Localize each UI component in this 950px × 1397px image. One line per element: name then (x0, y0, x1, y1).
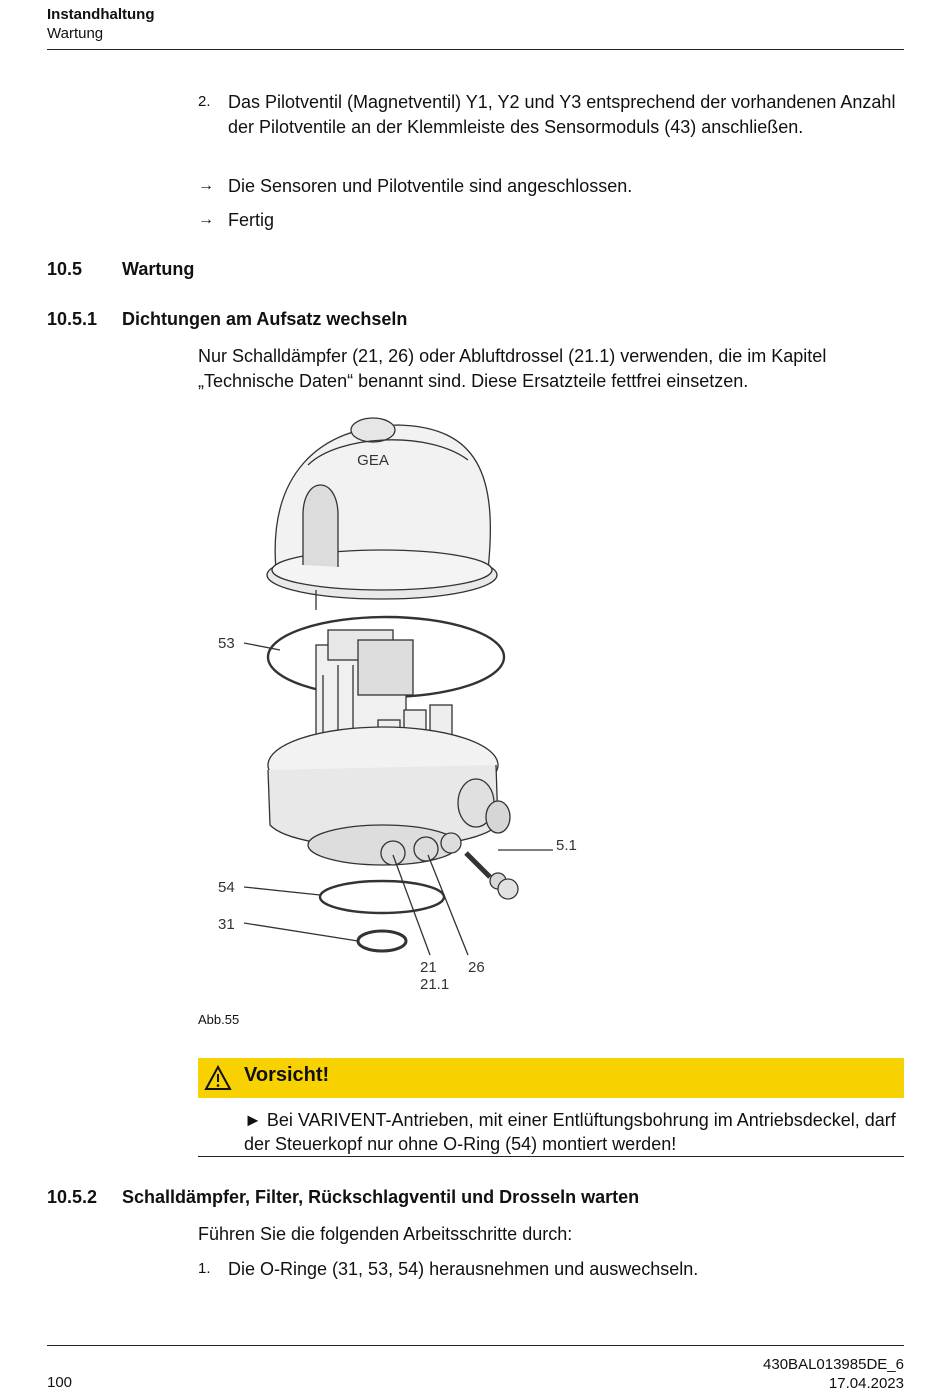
section-intro: Führen Sie die folgenden Arbeitsschritte durch: (198, 1224, 573, 1244)
exploded-view-figure (198, 405, 598, 1010)
section-title: Dichtungen am Aufsatz wechseln (122, 309, 408, 329)
result-text: Fertig (228, 210, 275, 230)
step-text: Das Pilotventil (Magnetventil) Y1, Y2 und Y3 entsprechend der vorhandenen Anzahl der Pilotventile an der Klemmleiste des Sensormoduls (43) anschließen. (228, 92, 896, 137)
document-id: 430BAL013985DE_6 (763, 1356, 904, 1373)
label-21: 21 (420, 959, 437, 976)
footer-meta (763, 1355, 904, 1393)
header-rule (47, 49, 904, 50)
warning-rule (198, 1156, 904, 1157)
label-54: 54 (218, 879, 235, 896)
arrow-right-icon: → (198, 211, 214, 228)
section-paragraph: Nur Schalldämpfer (21, 26) oder Abluftdrossel (21.1) verwenden, die im Kapitel „Technische Daten“ benannt sind. Diese Ersatzteile fettfrei einsetzen. (198, 346, 827, 391)
label-53: 53 (218, 635, 235, 652)
label-31: 31 (218, 916, 235, 933)
figure-caption: Abb.55 (198, 1012, 240, 1027)
label-5-1: 5.1 (556, 837, 577, 854)
document-date: 17.04.2023 (828, 1375, 904, 1392)
label-21-1: 21.1 (420, 976, 450, 993)
section-title: Schalldämpfer, Filter, Rückschlagventil und Drosseln warten (122, 1187, 640, 1207)
section-number: 10.5.2 (47, 1187, 98, 1207)
result-text: Die Sensoren und Pilotventile sind angeschlossen. (228, 176, 633, 196)
logo-label: GEA (357, 452, 389, 469)
section-number: 10.5.1 (47, 309, 98, 329)
step-number: 2. (198, 93, 211, 110)
warning-title: Vorsicht! (244, 1064, 330, 1086)
warning-triangle-icon (204, 1065, 232, 1091)
arrow-right-icon: → (198, 177, 214, 194)
warning-banner (198, 1058, 904, 1098)
footer-rule (47, 1345, 904, 1346)
section-number: 10.5 (47, 259, 83, 279)
header-title: Instandhaltung (47, 6, 155, 23)
warning-text: ► Bei VARIVENT-Antrieben, mit einer Entlüftungsbohrung im Antriebsdeckel, darf der Steuerkopf nur ohne O-Ring (54) montiert werden! (244, 1110, 896, 1154)
header-subtitle: Wartung (47, 25, 104, 42)
page-number: 100 (47, 1374, 73, 1391)
step-number: 1. (198, 1260, 211, 1277)
control-head-drawing (198, 405, 598, 1005)
label-26: 26 (468, 959, 485, 976)
section-title: Wartung (122, 259, 195, 279)
step-text: Die O-Ringe (31, 53, 54) herausnehmen und auswechseln. (228, 1259, 699, 1279)
